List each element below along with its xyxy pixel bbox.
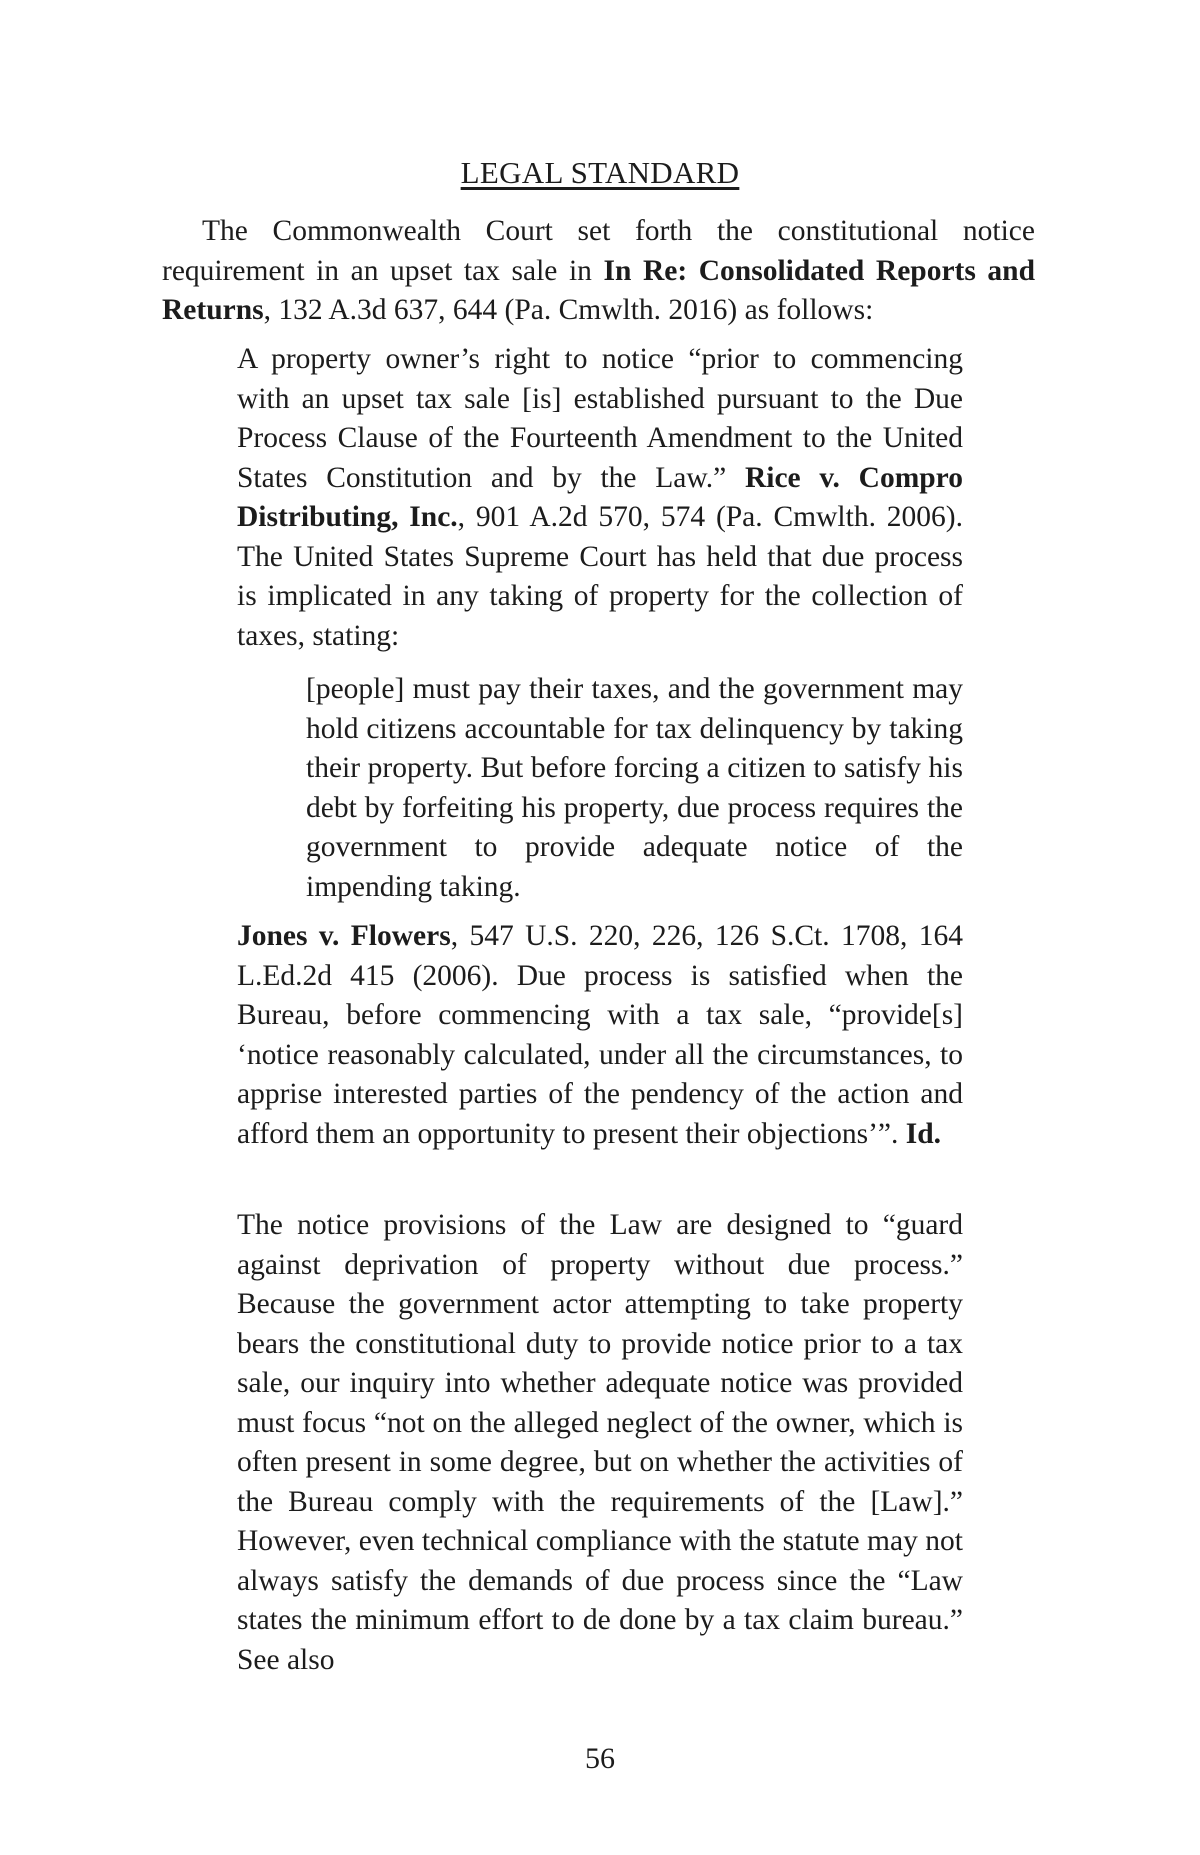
citation-paragraph [237,917,963,1154]
page-number: 56 [585,1742,615,1775]
citation-case-name: Jones v. Flowers [237,920,451,952]
block-quote-text-end: , 901 A.2d 570, 574 (Pa. Cmwlth. 2006). The United States Supreme Court has held that due process is implicated in any taking of property for the collection of taxes, stating: [237,501,963,652]
intro-text-start: The Commonwealth Court set forth the constitutional notice requirement in an upset tax sale in [162,215,1035,287]
intro-paragraph [162,212,1035,331]
block-quote-case-name: Rice v. Compro Distributing, Inc. [237,461,963,533]
intro-case-name: In Re: Consolidated Reports and Returns [162,254,1035,326]
block-quote-text-start: A property owner’s right to notice “prior to commencing with an upset tax sale [is] established pursuant to the Due Process Clause of the Fourteenth Amendment to the United States Constitution and by the Law.” [237,343,963,494]
citation-id-ref: Id. [905,1117,942,1150]
citation-text: , 547 U.S. 220, 226, 126 S.Ct. 1708, 164 L.Ed.2d 415 (2006). Due process is satisfied when the Bureau, before commencing with a tax sale, “provide[s] ‘notice reasonably calculated, under all the circumstances, to apprise interested parties of the pendency of the action and afford them an opportunity to present their objections’”. [237,920,963,1150]
intro-text-end: , 132 A.3d 637, 644 (Pa. Cmwlth. 2016) as follows: [263,294,874,326]
nested-quote-paragraph [306,670,963,907]
nested-quote-text: [people] must pay their taxes, and the government may hold citizens accountable for tax delinquency by taking their property. But before forcing a citizen to satisfy his debt by forfeiting his property, due process requires the government to provide adequate notice of the impending taking. [306,673,963,903]
notice-text: The notice provisions of the Law are designed to “guard against deprivation of property without due process.” Because the government actor attempting to take property bears the constitutional duty to provide notice prior to a tax sale, our inquiry into whether adequate notice was provided must focus “not on the alleged neglect of the owner, which is often present in some degree, but on whether the activities of the Bureau comply with the requirements of the [Law].” However, even technical compliance with the statute may not always satisfy the demands of due process since the “Law states the minimum effort to de done by a tax claim bureau.” See also [237,1209,963,1676]
notice-paragraph [237,1206,963,1680]
section-heading: LEGAL STANDARD [460,155,740,190]
block-quote-paragraph [237,340,963,656]
